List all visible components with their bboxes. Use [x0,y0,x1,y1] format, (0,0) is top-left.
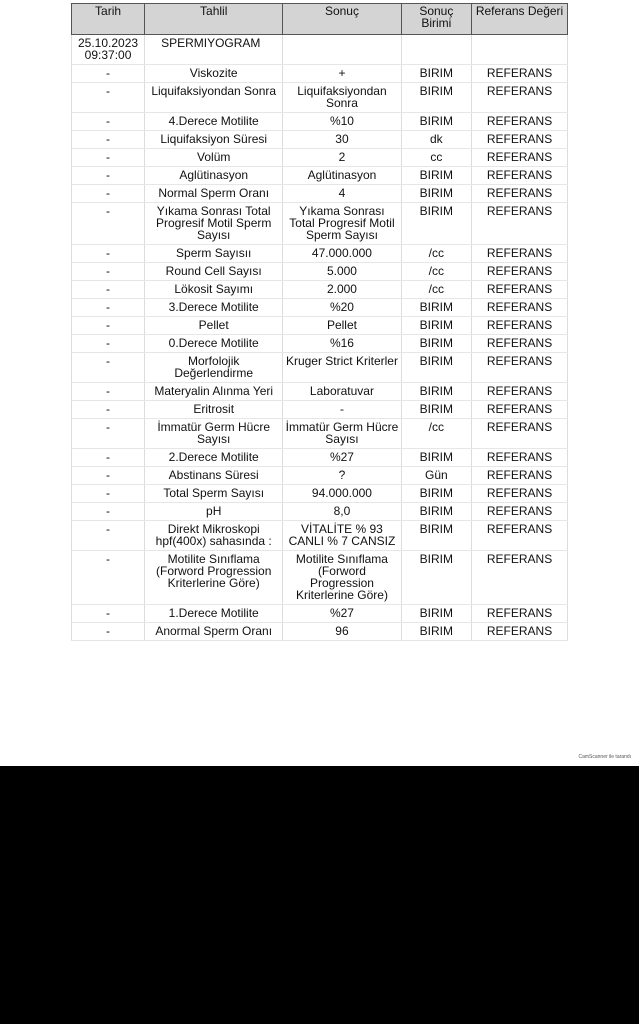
row-reference: REFERANS [472,551,568,605]
table-row [72,383,568,401]
table-row [72,551,568,605]
table-row [72,131,568,149]
row-date: - [72,167,145,185]
row-reference: REFERANS [472,605,568,623]
row-reference: REFERANS [472,281,568,299]
row-unit: BIRIM [401,353,471,383]
row-result: %16 [283,335,401,353]
row-result: 8,0 [283,503,401,521]
row-date: - [72,551,145,605]
row-test: Round Cell Sayısı [145,263,283,281]
table-row [72,485,568,503]
row-date: - [72,605,145,623]
row-unit: BIRIM [401,383,471,401]
table-row [72,335,568,353]
row-date: - [72,521,145,551]
row-unit: BIRIM [401,299,471,317]
row-date: - [72,281,145,299]
row-unit: BIRIM [401,113,471,131]
row-result: Yıkama Sonrası Total Progresif Motil Sperm Sayısı [283,203,401,245]
row-reference: REFERANS [472,185,568,203]
row-test: Yıkama Sonrası Total Progresif Motil Sperm Sayısı [145,203,283,245]
table-row [72,263,568,281]
row-reference: REFERANS [472,335,568,353]
row-date: - [72,623,145,641]
row-unit: /cc [401,263,471,281]
row-result: 2.000 [283,281,401,299]
row-reference: REFERANS [472,383,568,401]
row-unit: BIRIM [401,185,471,203]
row-reference: REFERANS [472,167,568,185]
table-row [72,521,568,551]
row-result: 96 [283,623,401,641]
table-header-row [72,4,568,35]
row-reference: REFERANS [472,623,568,641]
table-row [72,281,568,299]
row-date: - [72,401,145,419]
row-result: Kruger Strict Kriterler [283,353,401,383]
row-date: - [72,299,145,317]
row-unit: Gün [401,467,471,485]
row-test: İmmatür Germ Hücre Sayısı [145,419,283,449]
row-test: 2.Derece Motilite [145,449,283,467]
table-row [72,449,568,467]
row-test: Viskozite [145,65,283,83]
row-reference: REFERANS [472,467,568,485]
row-unit: BIRIM [401,623,471,641]
table-row [72,167,568,185]
row-result: 2 [283,149,401,167]
row-date: - [72,503,145,521]
header-reference: Referans Değeri [472,4,568,35]
row-unit: BIRIM [401,203,471,245]
row-reference: REFERANS [472,485,568,503]
row-reference: REFERANS [472,317,568,335]
row-date: - [72,353,145,383]
row-date: - [72,83,145,113]
row-test: 0.Derece Motilite [145,335,283,353]
row-reference: REFERANS [472,401,568,419]
row-result: Motilite Sınıflama (Forword Progression Kriterlerine Göre) [283,551,401,605]
table-row [72,467,568,485]
row-reference: REFERANS [472,419,568,449]
table-row [72,83,568,113]
table-row [72,353,568,383]
row-test: Abstinans Süresi [145,467,283,485]
row-unit: BIRIM [401,317,471,335]
row-date: - [72,245,145,263]
row-result: 94.000.000 [283,485,401,503]
row-test: Liquifaksiyondan Sonra [145,83,283,113]
row-unit: BIRIM [401,551,471,605]
row-reference: REFERANS [472,65,568,83]
row-result: 47.000.000 [283,245,401,263]
row-result: %20 [283,299,401,317]
table-row [72,245,568,263]
row-date: - [72,131,145,149]
row-date: - [72,467,145,485]
row-date: - [72,185,145,203]
row-date: - [72,449,145,467]
row-result: ? [283,467,401,485]
lab-results-table [71,3,568,641]
table-row [72,185,568,203]
group-empty-result [283,35,401,65]
row-date: - [72,335,145,353]
header-date: Tarih [72,4,145,35]
row-unit: BIRIM [401,503,471,521]
table-row [72,149,568,167]
row-test: Anormal Sperm Oranı [145,623,283,641]
row-unit: BIRIM [401,167,471,185]
row-test: Eritrosit [145,401,283,419]
row-date: - [72,485,145,503]
row-reference: REFERANS [472,131,568,149]
header-result: Sonuç [283,4,401,35]
row-test: Lökosit Sayımı [145,281,283,299]
row-reference: REFERANS [472,113,568,131]
row-test: Total Sperm Sayısı [145,485,283,503]
group-empty-ref [472,35,568,65]
row-reference: REFERANS [472,203,568,245]
row-test: Morfolojik Değerlendirme [145,353,283,383]
row-unit: /cc [401,419,471,449]
row-reference: REFERANS [472,83,568,113]
group-name: SPERMIYOGRAM [145,35,283,65]
group-empty-unit [401,35,471,65]
row-test: Motilite Sınıflama (Forword Progression Kriterlerine Göre) [145,551,283,605]
row-reference: REFERANS [472,521,568,551]
row-date: - [72,317,145,335]
table-row [72,419,568,449]
row-test: Liquifaksiyon Süresi [145,131,283,149]
row-date: - [72,149,145,167]
row-reference: REFERANS [472,149,568,167]
row-unit: BIRIM [401,401,471,419]
row-result: %10 [283,113,401,131]
table-row [72,299,568,317]
row-result: Laboratuvar [283,383,401,401]
row-date: - [72,65,145,83]
row-unit: BIRIM [401,485,471,503]
header-unit: Sonuç Birimi [401,4,471,35]
row-result: 5.000 [283,263,401,281]
row-result: Liquifaksiyondan Sonra [283,83,401,113]
row-date: - [72,263,145,281]
row-reference: REFERANS [472,263,568,281]
table-row [72,401,568,419]
row-date: - [72,419,145,449]
row-result: %27 [283,449,401,467]
row-unit: BIRIM [401,521,471,551]
row-test: 3.Derece Motilite [145,299,283,317]
row-unit: BIRIM [401,335,471,353]
row-reference: REFERANS [472,299,568,317]
row-date: - [72,383,145,401]
table-row [72,503,568,521]
row-reference: REFERANS [472,503,568,521]
table-row [72,203,568,245]
row-test: Aglütinasyon [145,167,283,185]
row-unit: BIRIM [401,65,471,83]
table-row [72,65,568,83]
row-test: Pellet [145,317,283,335]
row-reference: REFERANS [472,353,568,383]
row-test: pH [145,503,283,521]
group-row [72,35,568,65]
row-unit: BIRIM [401,605,471,623]
row-unit: cc [401,149,471,167]
table-row [72,317,568,335]
row-result: Pellet [283,317,401,335]
row-result: - [283,401,401,419]
row-result: İmmatür Germ Hücre Sayısı [283,419,401,449]
table-row [72,113,568,131]
row-unit: BIRIM [401,449,471,467]
row-test: Normal Sperm Oranı [145,185,283,203]
row-reference: REFERANS [472,245,568,263]
table-row [72,605,568,623]
row-date: - [72,113,145,131]
row-test: Materyalin Alınma Yeri [145,383,283,401]
row-unit: /cc [401,245,471,263]
header-test: Tahlil [145,4,283,35]
row-result: VİTALİTE % 93 CANLI % 7 CANSIZ [283,521,401,551]
row-result: + [283,65,401,83]
row-test: 4.Derece Motilite [145,113,283,131]
row-test: Volüm [145,149,283,167]
row-date: - [72,203,145,245]
row-result: 4 [283,185,401,203]
row-result: %27 [283,605,401,623]
row-result: Aglütinasyon [283,167,401,185]
row-result: 30 [283,131,401,149]
group-date: 25.10.2023 09:37:00 [72,35,145,65]
row-test: 1.Derece Motilite [145,605,283,623]
row-test: Sperm Sayısıı [145,245,283,263]
row-unit: dk [401,131,471,149]
row-unit: BIRIM [401,83,471,113]
table-row [72,623,568,641]
row-test: Direkt Mikroskopi hpf(400x) sahasında : [145,521,283,551]
row-unit: /cc [401,281,471,299]
scanner-footnote: CamScanner ile tarandı [578,754,631,760]
row-reference: REFERANS [472,449,568,467]
